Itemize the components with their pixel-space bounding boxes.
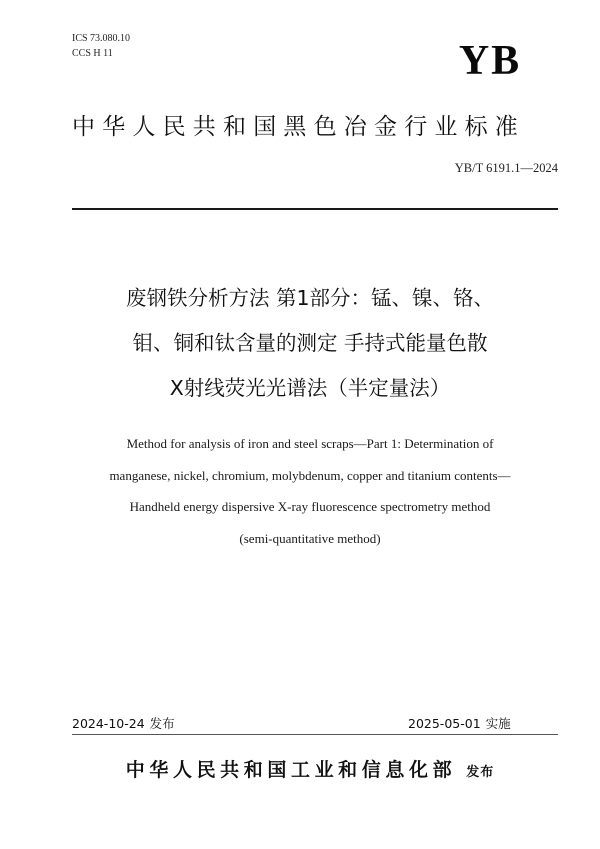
publisher bbox=[40, 756, 580, 784]
yb-logo: YB bbox=[458, 38, 522, 84]
footer-divider bbox=[72, 734, 558, 735]
english-title bbox=[40, 428, 580, 554]
chinese-title bbox=[40, 276, 580, 411]
issue-date: 2024-10-24 bbox=[72, 716, 145, 731]
english-title-line: Method for analysis of iron and steel scraps—Part 1: Determination of bbox=[126, 436, 494, 451]
issue-date-block bbox=[72, 716, 175, 732]
chinese-title-line: X射线荧光光谱法（半定量法） bbox=[169, 376, 451, 400]
english-title-line: manganese, nickel, chromium, molybdenum, copper and titanium contents— bbox=[109, 467, 511, 483]
english-title-line: Handheld energy dispersive X-ray fluorescence spectrometry method bbox=[129, 499, 491, 514]
implement-label: 实施 bbox=[485, 716, 511, 731]
header-divider bbox=[72, 208, 558, 210]
issuer-name: 中华人民共和国工业和信息化部 bbox=[125, 759, 457, 781]
ics-code: ICS 73.080.10 bbox=[72, 33, 131, 44]
implement-date-block bbox=[408, 716, 511, 732]
standard-category: 中华人民共和国黑色冶金行业标准 bbox=[72, 114, 525, 140]
issue-label: 发布 bbox=[149, 716, 175, 731]
ccs-code: CCS H 11 bbox=[72, 48, 113, 59]
english-title-line: (semi-quantitative method) bbox=[239, 530, 381, 546]
chinese-title-line: 钼、铜和钛含量的测定 手持式能量色散 bbox=[132, 331, 488, 355]
chinese-title-line: 废钢铁分析方法 第1部分：锰、镍、铬、 bbox=[125, 286, 495, 310]
issuer-action: 发布 bbox=[466, 765, 495, 780]
implement-date: 2025-05-01 bbox=[408, 716, 481, 731]
classification-codes bbox=[72, 31, 130, 61]
standard-number: YB/T 6191.1—2024 bbox=[454, 161, 558, 175]
